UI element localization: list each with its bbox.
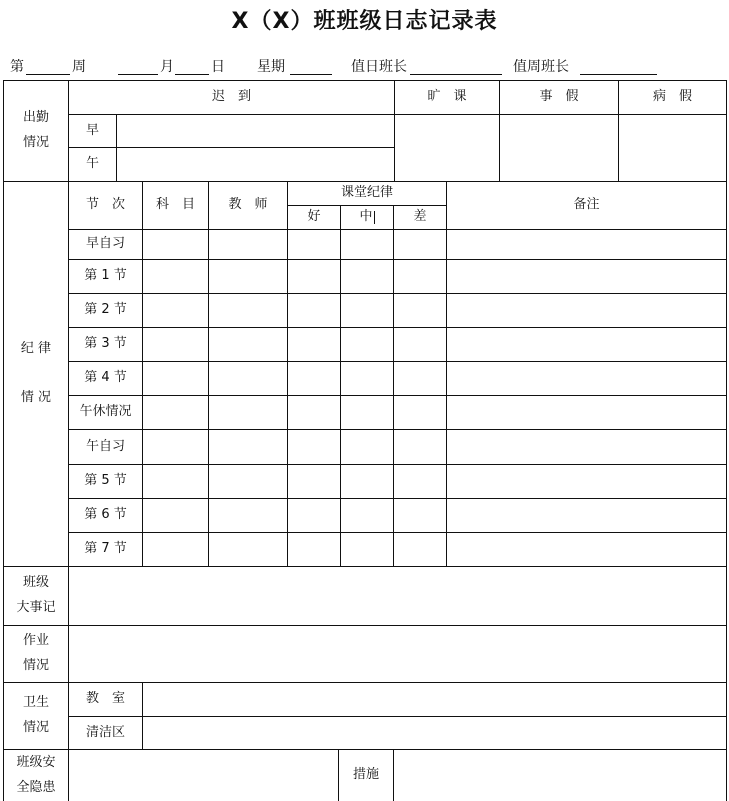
- hygiene-classroom-label: 教 室: [85, 691, 125, 707]
- day-field[interactable]: [175, 56, 209, 75]
- header-week-prefix: 第: [10, 59, 24, 75]
- period-row-label: 第 1 节: [84, 268, 127, 284]
- col-class-discipline-header: 课堂纪律: [340, 185, 393, 201]
- period-row-label: 第 6 节: [84, 507, 127, 523]
- discipline-section-label: 纪 律 情 况: [20, 340, 52, 406]
- daily-monitor-field[interactable]: [410, 56, 502, 75]
- period-row-label: 第 4 节: [84, 370, 127, 386]
- period-row-label: 午自习: [85, 438, 125, 454]
- col-mid-header: [341, 206, 393, 229]
- week-field[interactable]: [26, 56, 70, 75]
- attendance-section-label: 出勤 情况: [22, 110, 49, 150]
- weekly-monitor-field[interactable]: [580, 56, 657, 75]
- safety-label: 班级安 全隐患: [16, 754, 56, 795]
- events-label: 班级 大事记: [16, 575, 56, 615]
- header-weekly-monitor-label: 值周班长: [513, 59, 569, 75]
- safety-measures-label: 措施: [352, 767, 379, 783]
- period-row-label: 早自习: [85, 236, 125, 252]
- homework-label: 作业 情况: [22, 633, 49, 673]
- col-teacher-header: 教 师: [228, 197, 268, 213]
- header-daily-monitor-label: 值日班长: [351, 59, 407, 75]
- header-day-label: 日: [211, 59, 225, 75]
- month-field[interactable]: [118, 56, 158, 75]
- attendance-morning-label: 早: [85, 122, 99, 138]
- col-poor-header: 差: [413, 209, 427, 225]
- col-mid-text: 中: [359, 209, 373, 225]
- weekday-field[interactable]: [290, 56, 332, 75]
- personal-leave-header: 事 假: [539, 89, 579, 105]
- header-week-label: 周: [72, 59, 86, 75]
- hygiene-label: 卫生 情况: [22, 695, 49, 735]
- col-remarks-header: 备注: [573, 197, 600, 213]
- period-row-label: 午休情况: [79, 404, 132, 420]
- late-header: 迟 到: [211, 89, 251, 105]
- attendance-afternoon-label: 午: [85, 156, 99, 172]
- page-title: X（X）班班级日志记录表: [231, 9, 498, 34]
- hygiene-cleaning-area-label: 清洁区: [85, 724, 125, 740]
- absent-header: 旷 课: [427, 89, 467, 105]
- period-row-label: 第 7 节: [84, 541, 127, 557]
- col-good-header: 好: [307, 209, 321, 225]
- period-row-label: 第 3 节: [84, 336, 127, 352]
- header-month-label: 月: [160, 59, 174, 75]
- header-row: [0, 56, 729, 80]
- header-weekday-label: 星期: [257, 59, 285, 75]
- sick-leave-header: 病 假: [652, 89, 692, 105]
- col-period-header: 节 次: [85, 197, 125, 213]
- text-cursor: [374, 211, 375, 224]
- col-subject-header: 科 目: [155, 197, 195, 213]
- period-row-label: 第 5 节: [84, 473, 127, 489]
- period-row-label: 第 2 节: [84, 302, 127, 318]
